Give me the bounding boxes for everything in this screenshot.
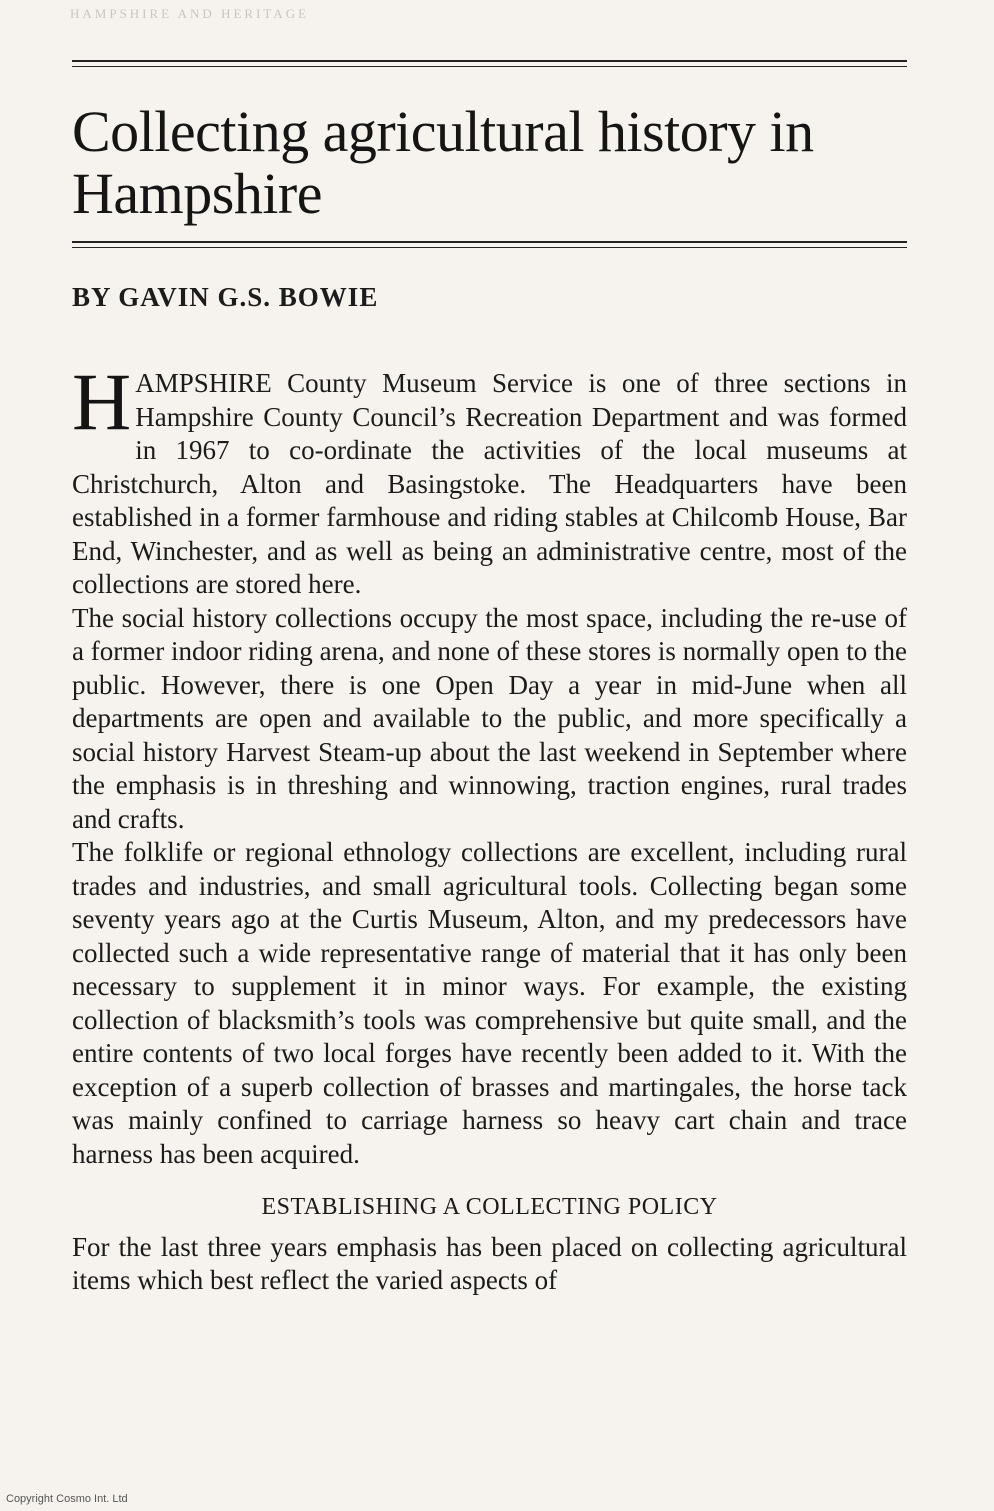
paragraph-4: For the last three years emphasis has been placed on collecting agricultural items which best reflect the varied aspects of	[72, 1231, 907, 1295]
drop-cap: H	[72, 356, 132, 447]
article-body	[72, 356, 907, 1298]
paragraph-1-text: AMPSHIRE County Museum Service is one of three sections in Hampshire County Council’s Recreation Department and was formed in 1967 to co-ordinate the activities of the local museums at Christchurch, Alton and Basingstoke. The Headquarters have been established in a former farmhouse and riding stables at Chilcomb House, Bar End, Winchester, and as well as being an administrative centre, most of the collections are stored here.	[72, 368, 907, 599]
title-top-rule	[72, 60, 907, 67]
title-bottom-rule	[72, 241, 907, 248]
copyright-watermark: Copyright Cosmo Int. Ltd	[6, 1493, 128, 1505]
paragraph-1	[72, 356, 907, 602]
article	[72, 60, 907, 1298]
article-title: Collecting agricultural history in Hampshire	[72, 99, 814, 226]
paragraph-3: The folklife or regional ethnology collections are excellent, including rural trades and industries, and small agricultural tools. Collecting began some seventy years ago at the Curtis Museum, Alton, and my predecessors have collected such a wide representative range of material that it has only been necessary to supplement it in minor ways. For example, the existing collection of blacksmith’s tools was comprehensive but quite small, and the entire contents of two local forges have recently been added to it. With the exception of a superb collection of brasses and martingales, the horse tack was mainly confined to carriage harness so heavy cart chain and trace harness has been acquired.	[72, 837, 907, 1169]
byline: BY GAVIN G.S. BOWIE	[72, 282, 379, 312]
section-heading: ESTABLISHING A COLLECTING POLICY	[261, 1194, 718, 1220]
paragraph-2: The social history collections occupy the most space, including the re-use of a former indoor riding arena, and none of these stores is normally open to the public. However, there is one Open Day a year in mid-June when all departments are open and available to the public, and more specifically a social history Harvest Steam-up about the last weekend in September where the emphasis is in threshing and winnowing, traction engines, rural trades and crafts.	[72, 602, 907, 834]
running-header-showthrough: HAMPSHIRE AND HERITAGE	[70, 6, 310, 20]
